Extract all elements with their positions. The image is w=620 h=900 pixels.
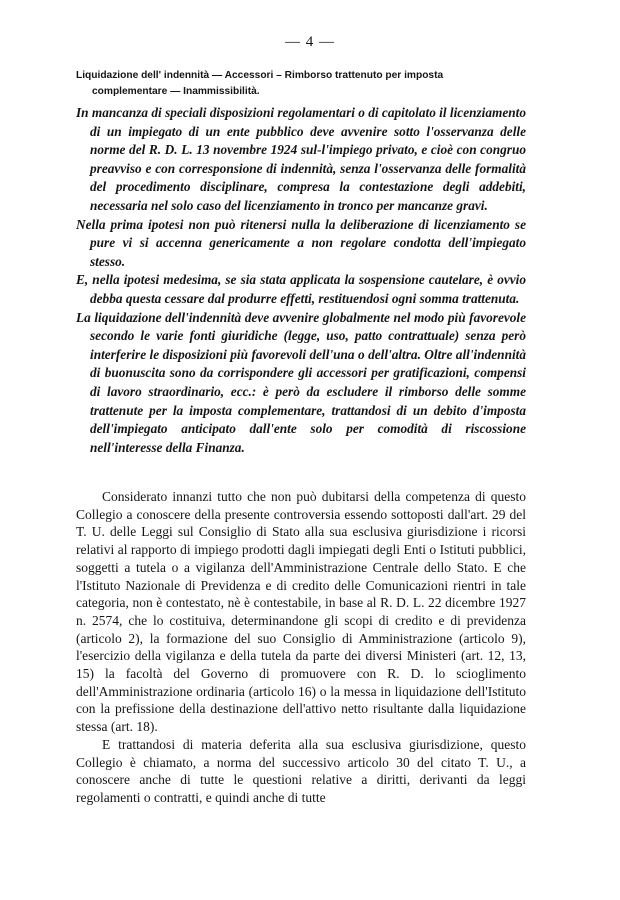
headnote-summary bbox=[76, 104, 526, 457]
body-paragraph-1: Considerato innanzi tutto che non può dubitarsi della competenza di questo Collegio a conoscere della presente controversia essendo sottoposti dall'art. 29 del T. U. delle Leggi sul Consiglio di Stato alla sua esclusiva giurisdizione i ricorsi relativi al rapporto di impiego prodotti dagli impiegati degli Enti o Istituti pubblici, soggetti a tutela o a vigilanza dell'Amministrazione Centrale dello Stato. E che l'Istituto Nazionale di Previdenza e di credito delle Comunicazioni rientri in tale categoria, non è contestato, nè è contestabile, in base al R. D. L. 22 dicembre 1927 n. 2574, che lo costituiva, determinandone gli scopi di credito e di previdenza (articolo 2), la formazione del suo Consiglio di Amministrazione (articolo 9), l'esercizio della vigilanza e della tutela da parte dei diversi Ministeri (art. 12, 13, 15) la facoltà del Governo di promuovere con R. D. lo scioglimento dell'Amministrazione ordinaria (articolo 16) o la messa in liquidazione dell'Istituto con la prefissione della destinazione dell'attivo netto risultante dalla liquidazione stessa (art. 18). bbox=[76, 489, 526, 735]
summary-paragraph-1: In mancanza di speciali disposizioni regolamentari o di capitolato il licenziamento di un impiegato di un ente pubblico deve avvenire sotto l'osservanza delle norme del R. D. L. 13 novembre 1924 sul-l'impiego privato, e cioè con congruo preavviso e con corresponsione di indennità, senza l'osservanza delle formalità del procedimento disciplinare, compresa la contestazione degli addebiti, necessaria nel solo caso del licenziamento in tronco per mancanze gravi. bbox=[76, 105, 526, 213]
body-paragraph-2: E trattandosi di materia deferita alla sua esclusiva giurisdizione, questo Collegio è chiamato, a norma del successivo articolo 30 del citato T. U., a conoscere anche di tutte le questioni relative a diritti, derivanti da leggi regolamenti o contratti, e quindi anche di tutte bbox=[76, 736, 526, 805]
section-heading bbox=[76, 68, 526, 100]
heading-line-1: Liquidazione dell' indennità — Accessori – Rimborso trattenuto per imposta bbox=[76, 70, 444, 81]
summary-paragraph-4: La liquidazione dell'indennità deve avvenire globalmente nel modo più favorevole secondo le varie fonti giuridiche (legge, uso, patto contrattuale) senza però interferire le disposizioni più favorevoli dell'una o dell'altra. Oltre all'indennità di buonuscita sono da corrispondere gli accessori per gratificazioni, compensi di lavoro straordinario, ecc.: è però da escludere il rimborso delle somme trattenute per la imposta complementare, trattandosi di un debito d'imposta dell'impiegato anticipato dall'ente solo per comodità di riscossione nell'interesse della Finanza. bbox=[76, 309, 526, 455]
page-number: — 4 — bbox=[285, 34, 335, 50]
heading-line-2: complementare — Inammissibilità. bbox=[92, 86, 260, 97]
summary-paragraph-2: Nella prima ipotesi non può ritenersi nulla la deliberazione di licenziamento se pure vi si accenna genericamente a non regolare condotta dell'impiegato stesso. bbox=[76, 216, 526, 269]
summary-paragraph-3: E, nella ipotesi medesima, se sia stata applicata la sospensione cautelare, è ovvio debba questa cessare dal produrre effetti, restituendosi ogni somma trattenuta. bbox=[76, 272, 526, 306]
decision-body bbox=[76, 488, 526, 807]
